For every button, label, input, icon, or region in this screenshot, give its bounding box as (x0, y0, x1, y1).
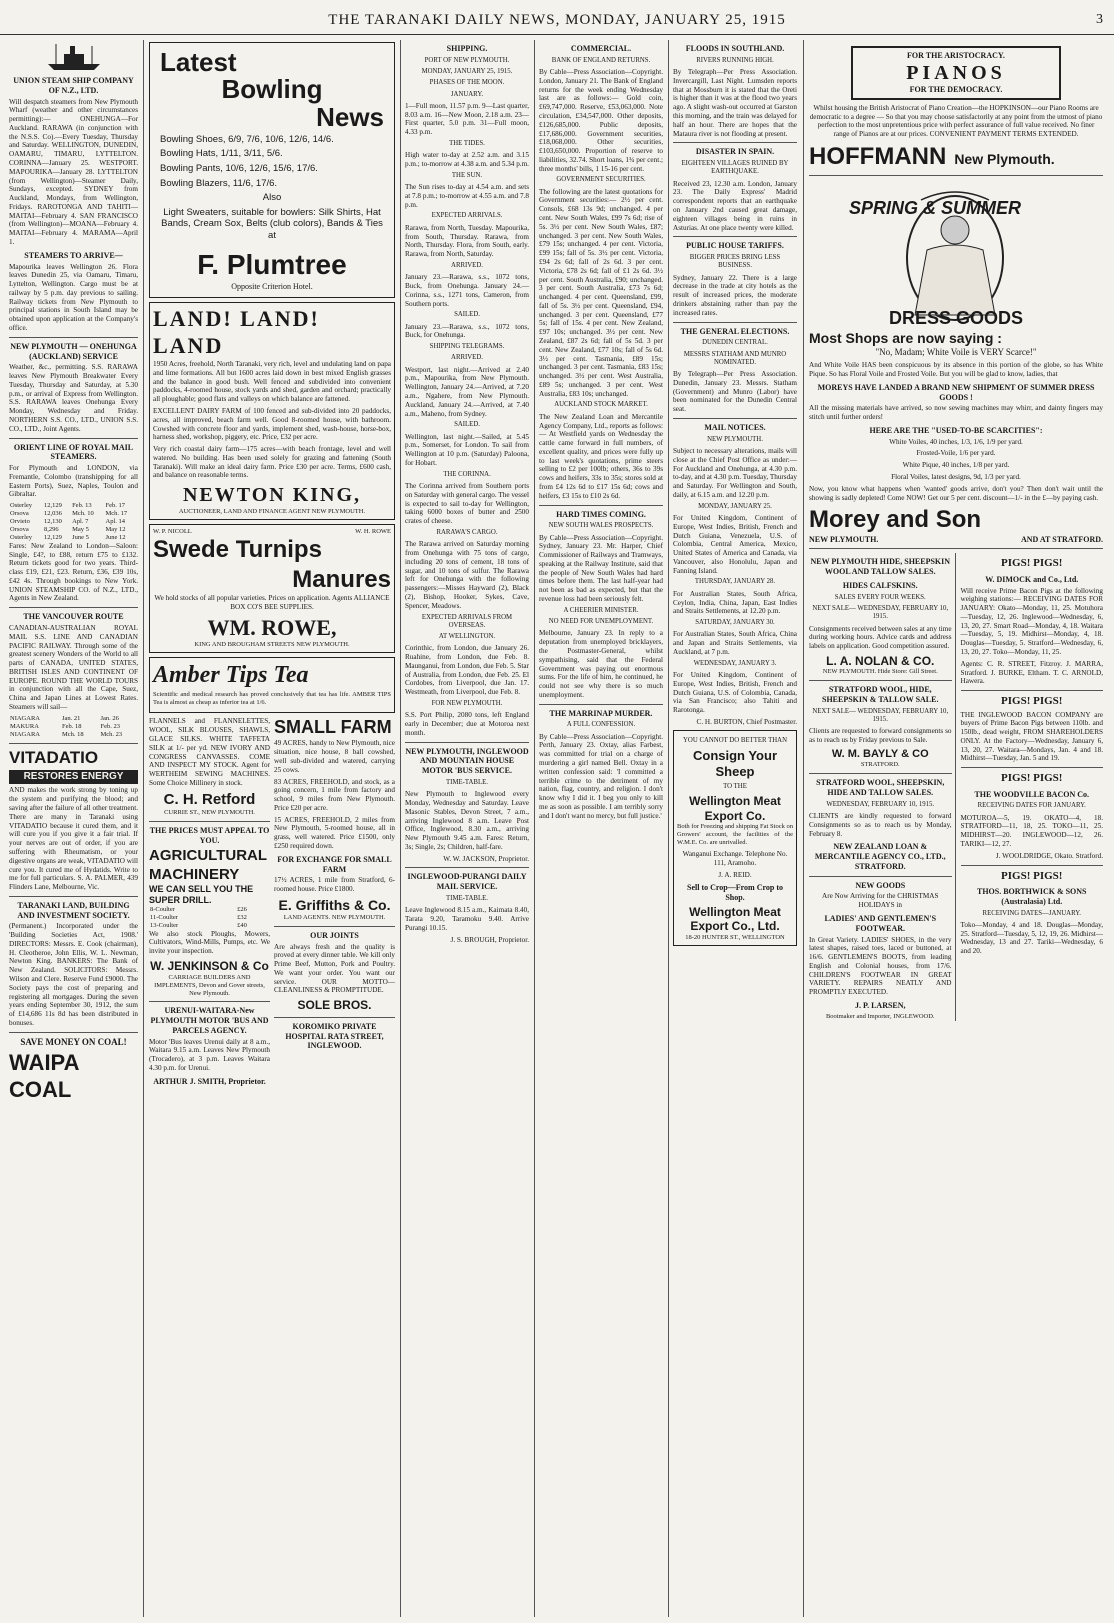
orient-fares: Fares: New Zealand to London—Saloon: Single, £4?, to £88, return £75 to £132. Return tickets good for two years. Third-class £19, £21, £23. Return, £36, £39 10s, £42 4s. Through bookings to New York. UNION STEAMSHIP CO. of N.Z., LTD., Agents in New Zealand. (9, 541, 138, 603)
tele-sailed-text: Wellington, last night.—Sailed, at 5.45 p.m., Somerset, for London. To sail from Wellington at 10 p.m. (Saturday) Paloona, for Hobart. (405, 432, 529, 467)
murder-heading: THE MARRINAP MURDER. (549, 708, 653, 718)
pianos-title: PIANOS (906, 61, 1006, 84)
pianos-top: FOR THE ARISTOCRACY. (907, 51, 1005, 60)
corinna-heading: THE CORINNA. (443, 470, 491, 478)
bank-text: By Cable—Press Association—Copyright. London, January 21. The Bank of England returns for the week ending Wednesday last are as follows:— Gold coin, £69,747,000. Reserve, £53,063,000. Note circulation, £34,547,000. Other deposits, £126,685,000. Public deposits, £17,686,000. Government securities, £18,068,000. Other securities, £103,650,000. Proportion of reserve to liabilities, 32.74. Short loans, 1¾ per cent.; three months' bills, 1 15-16 per cent. (539, 68, 663, 173)
vitadatio-title: VITADATIO (9, 747, 99, 767)
retford-address: CURRIE ST., NEW PLYMOUTH. (164, 808, 255, 816)
sheep-text: Both for Freezing and shipping Fat Stock on Growers' account, the facilities of the W.M.E. Co. are unrivalled. (677, 823, 793, 847)
joints-heading: OUR JOINTS (310, 930, 359, 940)
coal-heading: SAVE MONEY ON COAL! (20, 1036, 127, 1047)
dimock-agents: Agents: C. R. STREET, Fitzroy. J. MARRA, Stratford. J. BURKE, Eltham. T. C. ARNOLD, Hawera. (960, 659, 1103, 686)
column-rule (400, 40, 401, 1617)
vancouver-text: CANADIAN-AUSTRALIAN ROYAL MAIL S.S. LINE AND CANADIAN PACIFIC RAILWAY. Through some of the greatest scenery Wonders of the World to all parts of CANADA, UNITED STATES, BRITISH ISLES AND CONTINENT OF EUROPE. ROUND THE WORLD TOURS in conjunction with all the Cape, Suez, China and Japan Lines at Lowest Rates. Steamers will sail— (9, 623, 138, 712)
nsw-heading: NEW SOUTH WALES PROSPECTS. (548, 522, 654, 530)
exchange-text: 17½ ACRES, 1 mile from Stratford, 6-roomed house. Price £1800. (274, 876, 395, 894)
rowe-address: KING AND BROUGHAM STREETS NEW PLYMOUTH. (194, 641, 350, 649)
orient-heading: ORIENT LINE OF ROYAL MAIL STEAMERS. (13, 442, 134, 462)
hard-times-heading: HARD TIMES COMING. (556, 509, 646, 519)
prices-appeal: THE PRICES MUST APPEAL TO YOU. (149, 825, 270, 845)
most-shops-heading: Most Shops are now saying : (809, 330, 1002, 347)
overseas-heading: EXPECTED ARRIVALS FROM OVERSEAS. (421, 613, 513, 629)
land-text: 1950 Acres, freehold, North Taranaki, very rich, level and undulating land on papa and lime formations. All but 1600 acres laid down in best mixed English grasses and the balance in good bush. Well fenced and subdivided into convenient paddocks, 4-roomed house, stock yards and shed, garden and orchard; practically all ploughable; good flats and valleys on which balance are fattened. (153, 360, 391, 404)
sun-text: The Sun rises to-day at 4.54 a.m. and sets at 7.8 p.m.; to-morrow at 4.55 a.m. and 7.8 p.m. (405, 183, 529, 209)
stock-heading: AUCKLAND STOCK MARKET. (554, 401, 648, 409)
wanganui-text: Wanganui Exchange. Telephone No. 111, Aramoho. (682, 849, 788, 867)
moon-text: 1—Full moon, 11.57 p.m. 9—Last quarter, 8.03 a.m. 16—New Moon, 2.18 a.m. 23—First quarter, 5.0 p.m. 31—Full moon, 4.33 p.m. (405, 101, 529, 137)
spain-subheading: EIGHTEEN VILLAGES RUINED BY EARTHQUAKE. (681, 160, 789, 176)
commercial-heading: COMMERCIAL. (570, 44, 632, 53)
bowling-item: Bowling Shoes, 6/9, 7/6, 10/6, 12/6, 14/6. (160, 133, 334, 145)
govt-text: The following are the latest quotations for Government securities:— 2½ per cent. Consols, £68 13s 9d; unchanged. 4 per cent. New South Wales, £99 7s 6d; rise of 5s. 3½ per cent. New South Wales, £87; unchanged. 3 per cent. New South Wales, £79 15s; unchanged. 4 per cent. Victoria, £99 15s; fall of 5s. 3½ per cent. Victoria, £94 2s 6d; fall of 2s 6d. 3 per cent. Victoria, £78 2s 6d; fall of £1 2s 6d. 3½ per cent. South Australia, £90; unchanged. 3 per cent. South Australia, £73 7s 6d; unchanged. 4 per cent. Queensland, £99, fall of 5s. 3½ per cent. Queensland, £94, unchanged. 3 per cent. Queensland, £77 5s; fall of 15s. 4 per cent. New Zealand, £97 10s; unchanged. 3½ per cent. New Zealand, £87 2s 6d; fall of 5s 5d. 3 per cent. New Zealand, £77 10s; fall of 5s 6d. 3½ per cent. Tasmania, £89 15s; unchanged. 3 per cent. Tasmania, £83 15s; unchanged. 3½ per cent. West Australia, £89 5s; unchanged. 3 per cent. West Australia, £83 10s; unchanged. (539, 187, 663, 398)
stock-text: The New Zealand Loan and Mercantile Agency Company, Ltd., reports as follows:— At Westfield yards on Wednesday the cattle came forward in full numbers, of excellent quality, and prices were fully up to last week's quotations, prime steers selling to £2 per 100lb; others, 36s to 39s cows and heifers, 33s to 35s; stores sold at from £4 12s 6d to £17 15s 6d; cows and heifers, £3 15s to £10 2s 6d. (539, 412, 663, 500)
land-text: Very rich coastal dairy farm—175 acres—with beach frontage, level and well watered. No building. Has been used solely for grazing and fattening (South Taranaki). Will make an ideal dairy farm. Price £30 per acre. Terms, £600 cash, and balance on reasonable terms. (153, 445, 391, 480)
telegrams-heading: SHIPPING TELEGRAMS. (429, 343, 505, 351)
taranaki-heading: TARANAKI LAND, BUILDING AND INVESTMENT SOCIETY. (17, 900, 130, 920)
griffiths-address: LAND AGENTS. NEW PLYMOUTH. (283, 913, 386, 921)
newton-address: AUCTIONEER, LAND AND FINANCE AGENT NEW PLYMOUTH. (178, 507, 366, 515)
scarce-item: White Voiles, 40 inches, 1/3, 1/6, 1/9 per yard. (889, 437, 1023, 446)
scarce-item: White Pique, 40 inches, 1/8 per yard. (902, 461, 1010, 470)
tides-text: High water to-day at 2.52 a.m. and 3.15 p.m.; to-morrow at 4.38 a.m. and 5.34 p.m. (405, 151, 529, 169)
onehunga-heading: NEW PLYMOUTH — ONEHUNGA (AUCKLAND) SERVICE (10, 341, 137, 361)
hide-heading: NEW PLYMOUTH HIDE, SHEEPSKIN WOOL AND TALLOW SALES. (810, 557, 951, 577)
woodville-name: THE WOODVILLE BACON Co. (974, 789, 1090, 799)
table-row: 8-Coulter £26 (150, 905, 247, 913)
bowling-title-3: News (316, 101, 384, 132)
inglewood-bus-text: New Plymouth to Inglewood every Monday, Wednesday and Saturday. Leave Masonic Stables, Devon Street, 7 a.m., arriving Inglewood 8 a.m. Leave Post Office, Inglewood, 8.30 a.m., arriving New Plymouth 9.45 a.m. Fares: Return, 3s; Single, 2s; Children, half-fare. (405, 790, 529, 851)
arrived-heading: ARRIVED. (451, 261, 483, 269)
moon-month: JANUARY. (450, 90, 484, 98)
scarcities-heading: HERE ARE THE "USED-TO-BE SCARCITIES": (869, 425, 1043, 435)
manures-title: Manures (292, 565, 391, 593)
floods-heading: FLOODS IN SOUTHLAND. (685, 44, 785, 53)
bowling-title-2: Bowling (221, 74, 323, 105)
pianos-bottom: FOR THE DEMOCRACY. (909, 85, 1003, 95)
scarce-text: Now, you know what happens when 'wanted' goods arrive, don't you? Then don't wait until the showing is sadly depleted! Come NOW! Get our 5 per cent. discount—1/- in the £—by paying cash. (809, 484, 1103, 502)
taranaki-text: (Permanent.) Incorporated under the 'Building Societies Act, 1908.' DIRECTORS: Messrs. E. Cook (chairman), H. Cleotheroe, John Ellis, W. L. Newman, Newton King. BANKERS: The Bank of New Zealand. SOLICITORS: Messrs. Wilson and Clere. Reserve Fund £9000. The Society pays the cost of preparing and registering all mortgages. During the seven years ending September 30, 1912, the sum of £14,686 11s 8d has been distributed in bonuses. (9, 922, 138, 1027)
inglewood-bacon-text: THE INGLEWOOD BACON COMPANY are buyers of Prime Bacon Pigs between 110lb. and 150lb., dead weight, FROM SHAREHOLDERS ONLY. At the Factory—Wednesday, January 6, 13, 20, 27. Waitara—Mondays, Jan. 4 and 18. Midhirst—Tuesday, Jan. 5 and 19. (960, 710, 1103, 763)
hoffmann-town: New Plymouth. (954, 151, 1055, 168)
wednesday-heading: WEDNESDAY, JANUARY 3. (693, 659, 777, 667)
brough-name: J. S. BROUGH, Proprietor. (450, 935, 529, 944)
bowling-item: Bowling Pants, 10/6, 12/6, 15/6, 17/6. (160, 163, 318, 175)
monday-heading: MONDAY, JANUARY 25. (698, 502, 772, 510)
borthwick-name: THOS. BORTHWICK & SONS (Australasia) Ltd. (976, 887, 1087, 906)
burton-name: C. H. BURTON, Chief Postmaster. (696, 717, 797, 726)
table-row: Orvieto 12,130 Apl. 7 Apl. 14 (10, 518, 126, 525)
pianos-box (851, 46, 1061, 100)
sheep-to: TO THE (723, 782, 747, 790)
tariff-text: Sydney, January 22. There is a large decrease in the trade at city hotels as the result of increased prices, the moderate drinkers abstaining rather than pay the increased rates. (673, 273, 797, 317)
shipping-heading: SHIPPING. (446, 44, 488, 53)
fornp-text: S.S. Port Philip, 2080 tons, left England early in December; due at Motoroa next month. (405, 711, 529, 737)
rarawa-heading: RARAWA'S CARGO. (436, 528, 498, 536)
flannels-text: FLANNELS and FLANNELETTES, WOOL, SILK BLOUSES, SHAWLS, GLACE SILKS. WHITE TAFFETA SILK at 1/- per yd. NEW IVORY AND CONGRESS CANVASSES. COME AND INSPECT MY STOCK. Agent for WERTHEIM SEWING MACHINES. Some Choice Millinery in stock. (149, 717, 270, 787)
orient-text: For Plymouth and LONDON, via Fremantle, Colombo (transhipping for all Eastern Ports), Suez, Naples, Toulon and Gibraltar. (9, 464, 138, 499)
bowling-item: Bowling Blazers, 11/6, 17/6. (160, 177, 278, 189)
agri-title: AGRICULTURAL MACHINERY (149, 847, 267, 883)
farm-item: 83 ACRES, FREEHOLD, and stock, as a going concern, 1 mile from factory and school, 9 miles from New Plymouth. Price £20 per acre. (274, 777, 395, 812)
sheep-company: Wellington Meat Export Co. (689, 793, 781, 823)
retford-name: C. H. Retford (163, 790, 256, 808)
nsw-text: By Cable—Press Association—Copyright. Sydney, January 23. Mr. Harper, Chief Commissioner of Railways and Tramways, speaking at the Railway Institute, said that the people of New South Wales had hard times before them. The last half-year had not been as bad as expected, but that the revenue loss had been seriously felt. (539, 533, 663, 604)
goods-heading: NEW GOODS (855, 880, 906, 890)
amber-tips-text: Scientific and medical research has proved conclusively that tea has life. AMBER TIPS Tea is almost as cheap as inferior tea at 1/6. (153, 690, 391, 706)
tides-heading: THE TIDES. (449, 140, 485, 147)
column-rule (143, 40, 144, 1617)
dunedin-text: By Telegraph—Per Press Association. Dunedin, January 23. Messrs. Statham (Government) and Munro (Labor) have been nominated for the Dunedin Central seat. (673, 370, 797, 414)
footwear-heading: LADIES' AND GENTLEMEN'S FOOTWEAR. (824, 914, 937, 933)
mail-subheading: NEW PLYMOUTH. (707, 435, 763, 443)
masthead-title: THE TARANAKI DAILY NEWS, MONDAY, JANUARY 25, 1915 (328, 12, 786, 28)
table-row: Orsova 8,296 May 5 May 12 (10, 525, 126, 533)
masthead (0, 12, 1114, 35)
minister-subheading: NO NEED FOR UNEMPLOYMENT. (548, 618, 654, 626)
rowe-name: W. H. ROWE (355, 527, 391, 535)
floods-subheading: RIVERS RUNNING HIGH. (696, 56, 774, 64)
govt-heading: GOVERNMENT SECURITIES. (556, 176, 646, 184)
hide-subheading: SALES EVERY FOUR WEEKS. (834, 593, 926, 601)
sheep-top: YOU CANNOT DO BETTER THAN (683, 736, 787, 744)
elections-heading: THE GENERAL ELECTIONS. (680, 326, 790, 336)
tele-arrived-heading: ARRIVED. (451, 354, 483, 362)
saturday-text: For Australian States, South Africa, China and Japan and Straits Settlements, via Auckland, at 7 p.m. (673, 630, 797, 656)
table-row: 13-Coulter £40 (150, 921, 247, 929)
purangi-text: Leave Inglewood 8.15 a.m., Kaimata 8.40, Tarata 9.20, Taramoku 9.40. Arrive Purangi 10.15. (405, 906, 529, 932)
stratford-text: Clients are requested to forward consignments so as to reach us by Friday previous to Sale. (809, 727, 952, 745)
small-farm-title: SMALL FARM (274, 717, 392, 738)
tariff-subheading: BIGGER PRICES BRING LESS BUSINESS. (689, 254, 781, 270)
column-news (670, 40, 800, 1617)
union-text: Will despatch steamers from New Plymouth Wharf (weather and other circumstances permitting):— ONEHUNGA—For Auckland. RARAWA (in conjunction with the N.S.S. Co).—Every Tuesday, Thursday and Saturday. WELLINGTON, DUNEDIN, OAMARU, TIMARU, LYTTELTON. CORINNA—January 25. WESTPORT. MAPOURIKA—January 28. LYTTELTON (from Wellington)—Steamer Daily, Sundays, excepted. SYDNEY from Auckland, Mondays, from Wellington, Fridays. RAROTONGA AND TAHITI—MAITAI—February 4. SAN FRANCISCO (from Wellington)—MOANA—February 4. MAITAI—February 4. MARAMA—April 1. (9, 97, 138, 246)
moreys-text: All the missing materials have arrived, so now sewing machines may whirr, and dainty fingers may stitch until further orders! (809, 404, 1103, 422)
pigs-heading: PIGS! PIGS! (1001, 869, 1063, 882)
column-commercial (536, 40, 666, 1617)
borthwick-text: Toko—Monday, 4 and 18. Douglas—Monday, 25. Stratford—Tuesday, 5, 12, 19, 26. Midhirst—Wednesday, 13 and 27. Tariki—Wednesday, 6 and 20. (960, 920, 1103, 956)
agri-text: We also stock Ploughs, Mowers, Cultivators, Wind-Mills, Pumps, etc. We invite your inspection. (149, 929, 270, 956)
meat-export-ad (673, 730, 797, 946)
stratford-next-sale: NEXT SALE— WEDNESDAY, FEBRUARY 10, 1915. (812, 707, 949, 724)
minister-heading: A CHEERIER MINISTER. (563, 606, 639, 614)
nolan-address: NEW PLYMOUTH. Hide Store: Gill Street. (822, 668, 938, 676)
swede-title: Swede Turnips (153, 536, 322, 564)
morey-title: Morey and Son (809, 506, 982, 534)
table-row: Orsova 12,036 Mch. 10 Mch. 17 (10, 510, 128, 518)
joints-text: Are always fresh and the quality is proved at every dinner table. We kill only Prime Beef, Mutton, Pork and Poultry. We want your order. You want our service. OUR MOTTO—CLEANLINESS & PROMPTITUDE. (274, 942, 395, 995)
jenkinson-address: CARRIAGE BUILDERS AND IMPLEMENTS, Devon and Gover streets, New Plymouth. (154, 973, 265, 997)
pigs-heading: PIGS! PIGS! (1001, 695, 1063, 708)
union-heading: UNION STEAM SHIP COMPANY OF N.Z., LTD. (13, 76, 134, 95)
hide-next-sale: NEXT SALE— WEDNESDAY, FEBRUARY 10, 1915. (812, 604, 949, 621)
saturday-heading: SATURDAY, JANUARY 30. (695, 619, 775, 627)
minister-text: Melbourne, January 23. In reply to a deputation from unemployed bricklayers, the Postmaster-General, whilst sympathising, said that the Federal Government was paying out enormous sums. For the life of him, he continued, he could not see why there is so much unemployment. (539, 629, 663, 699)
onehunga-text: Weather, &c., permitting. S.S. RARAWA leaves New Plymouth Breakwater Every Tuesday, Thursday and Saturday, at 5.30 p.m., or arrival of Express from Wellington. S.S. RARAWA leaves Onehunga Every Monday, Wednesday and Friday. NORTHERN S.S. CO., LTD., UNION S.S. CO., LTD., Joint Agents. (9, 363, 138, 433)
vancouver-schedule (9, 715, 138, 739)
woodville-subheading: RECEIVING DATES FOR JANUARY. (977, 802, 1086, 810)
farm-item: 49 ACRES, handy to New Plymouth, nice situation, nice house, 8 ball cowshed, well sub-divided and watered, carrying 25 cows. (274, 739, 395, 774)
corinna-text: The Corinna arrived from Southern ports on Saturday with general cargo. The vessel is expected to sail to-day for Wellington, taking 6000 boxes of butter and 2500 crates of cheese. (405, 482, 529, 526)
murder-subheading: A FULL CONFESSION. (566, 721, 636, 729)
sheep-title: Consign Your Sheep (692, 747, 778, 779)
timetable-heading: TIME-TABLE. (446, 778, 488, 786)
meat-address: 18-20 HUNTER ST., WELLINGTON (685, 934, 785, 942)
hide-text: Consignments received between sales at any time during working hours. Advice cards and address labels on application. Good competition assured. (809, 624, 952, 651)
dunedin-subheading: MESSRS STATHAM AND MUNRO NOMINATED. (683, 350, 787, 366)
thursday-heading: THURSDAY, JANUARY 28. (694, 578, 776, 586)
reid-name: J. A. REID. (718, 870, 752, 879)
column-advertisements (146, 40, 398, 1617)
sailed-heading: SAILED. (454, 311, 480, 319)
moreys-text: And White Voile HAS been conspicuous by its absence in this portion of the globe, so has White Pique. So has Floral Voile and Frosted Voile. But you will be glad to know, ladies, that (809, 361, 1103, 379)
footwear-text: In Great Variety. LADIES' SHOES, in the very latest shapes, raised toes, laced or buttoned, at 16/6. GENTLEMEN'S BOOTS, from leading English and Colonial houses, from 17/6. CHILDREN'S FOOTWEAR IN GREAT VARIETY. REPAIRS NEATLY AND PROMPTLY EXECUTED. (809, 935, 952, 997)
wm-rowe: WM. ROWE, (207, 614, 337, 640)
wellington-subheading: AT WELLINGTON. (438, 633, 496, 641)
spain-text: Received 23, 12.30 a.m. London, January 23. The Daily Express' Madrid correspondent reports that an earthquake on January 2nd caused great damage, eighteen villages being in ruins in Asturias. At one place twenty were killed. (673, 179, 797, 232)
vancouver-heading: THE VANCOUVER ROUTE (23, 612, 124, 622)
voile-quote: "No, Madam; White Voile is VERY Scarce!" (875, 347, 1037, 358)
bowling-ad (149, 42, 395, 298)
amber-tips-title: Amber Tips Tea (153, 662, 309, 689)
plumtree-name: F. Plumtree (197, 248, 347, 280)
dimock-text: Will receive Prime Bacon Pigs at the following weighing stations:— RECEIVING DATES FOR JANUARY: Okato—Monday, 11, 25. Motuhora—Tuesday, 12, 26. Inglewood—Wednesday, 6, 13, 20, 27. Smart Road—Monday, 4, 18. Waitara—Tuesday, 5, 19. Midhirst—Monday, 4, 18. Douglas—Tuesday, 5. Stratford—Wednesday, 6, 13, 20, 27. Toko—Monday, 11, 25. (960, 586, 1103, 657)
bowling-light: Light Sweaters, suitable for bowlers: Silk Shirts, Hat Bands, Cream Sox, Belts (club colors), Bands & Ties at (161, 206, 383, 241)
wooldridge-name: J. WOOLDRIDGE, Okato. Stratford. (995, 851, 1103, 860)
waipa-coal-title: WAIPA COAL (9, 1049, 79, 1102)
table-row: NIAGARA Jan. 21 Jan. 26 (10, 714, 119, 722)
steamers-text: Mapourika leaves Wellington 26. Flora leaves Dunedin 25, via Oamaru, Timaru, Lyttelton, Wellington. Cargo must be at railway by 5 p.m. day previous to sailing. Railway tickets from New Plymouth to principal stations in South Island may be obtained upon application at the Company's office. (9, 262, 138, 332)
spain-heading: DISASTER IN SPAIN. (695, 147, 775, 157)
bayly-name: W. M. BAYLY & CO (831, 748, 929, 761)
spring-summer-title: SPRING & SUMMER (849, 198, 1022, 219)
vitadatio-text: AND makes the work strong by toning up the system and purifying the blood; and saving after the failure of all other treatment. There are many in Taranaki using VITADATIO because it cured them, and it will cure you if you give it a fair trial. If your nerves are out of order, if you are suffering with Rheumatism, or your digestive organs are weak, VITADATIO will cure you. It cured me of Hydatids. Write to me for full particulars. S. A. PALMER, 439 Flinders Lane, Melbourne, Vic. (9, 786, 138, 892)
woodville-text: MOTUROA—5, 19. OKATO—4, 18. STRATFORD—11, 18, 25. TOKO—11, 25. MIDHIRST—20. INGLEWOOD—12, 26. TARIKI—12, 27. (960, 813, 1103, 849)
stratford2-date: WEDNESDAY, FEBRUARY 10, 1915. (826, 800, 935, 808)
murder-text: By Cable—Press Association—Copyright. Perth, January 23. Oxtay, alias Farbest, was committed for trial on a charge of murdering a girl named Bell. Oxtay in a written confession said: 'I committed a terrible crime to the detriment of my nation, flag, country, and religion. I don't know why I did it. I beg you only to kill me as soon as possible. I am terribly sorry and I don't want no mercy, but full justice.' (539, 732, 663, 820)
tele-arrived-text: Westport, last night.—Arrived at 2.40 p.m., Mapourika, from New Plymouth. Wellington, January 24.—Arrived, at 7.20 a.m., Ngahere, from New Plymouth. Auckland, January 24.—Arrived, at 7.40 a.m., Maheno, from Sydney. (405, 365, 529, 418)
mail-heading: MAIL NOTICES. (704, 423, 766, 432)
jackson-name: W. W. JACKSON, Proprietor. (443, 854, 529, 863)
crop-heading: Sell to Crop—From Crop to Shop. (687, 883, 783, 903)
table-row: 11-Coulter £32 (150, 913, 247, 921)
scarce-item: Floral Voiles, latest designs, 9d, 1/3 per yard. (891, 473, 1021, 482)
borthwick-subheading: RECEIVING DATES—JANUARY. (982, 909, 1081, 917)
goods-text: Are Now Arriving for the CHRISTMAS HOLIDAYS in (822, 892, 939, 910)
smith-name: ARTHUR J. SMITH, Proprietor. (153, 1076, 266, 1086)
timetable-heading: TIME-TABLE. (446, 894, 488, 902)
expected-heading: EXPECTED ARRIVALS. (431, 212, 503, 220)
dunedin-heading: DUNEDIN CENTRAL. (702, 339, 768, 347)
larsen-address: Bootmaker and Importer, INGLEWOOD. (825, 1012, 935, 1020)
sole-bros: SOLE BROS. (297, 998, 372, 1013)
table-row: Osterley 12,129 Feb. 13 Feb. 17 (10, 502, 126, 510)
table-row: Osterley 12,129 June 5 June 12 (10, 533, 126, 541)
mail-text: Subject to necessary alterations, mails will close at the Chief Post Office as under:— For Auckland and Onehunga, at 4.30 p.m. to-day, and at 4.30 p.m. Tuesday, Thursday and Saturday. For Wellington and South, daily, at 6.15 a.m. and 12.20 p.m. (673, 447, 797, 499)
tele-sailed-heading: SAILED. (454, 421, 480, 429)
drill-prices (149, 906, 270, 930)
fornp-heading: FOR NEW PLYMOUTH. (431, 700, 503, 708)
column-rule (668, 40, 669, 1617)
plumtree-address: Opposite Criterion Hotel. (231, 281, 313, 291)
thursday-text: For Australian States, South Africa, Ceylon, India, China, Japan, East Indies and Straits Settlements, at 12.20 p.m. (673, 589, 797, 616)
bayly-town: STRATFORD. (860, 761, 900, 769)
hide-title: HIDES CALFSKINS. (842, 580, 918, 590)
floods-text: By Telegraph—Per Press Association. Invercargill, Last Night. Lumsden reports that at Mossburn it is stated that the Oreti is higher than it was at the flood two years ago. A slight wash-out occurred at Garston this morning, and the train was delayed for half an hour. There are hopes that the Mataura river is not flooding at present. (673, 68, 797, 138)
sailed-text: January 23.—Rarawa, s.s., 1072 tons, Buck, for Onehunga. (405, 322, 529, 340)
rarawa-text: The Rarawa arrived on Saturday morning from Onehunga with 75 tons of cargo, including 20 tons of cement, 18 tons of sugar, and 10 tons of sulfur. The Rarawa left for Onehunga with the following passengers:—Misses Hayward (2), Black (2), Bishop, Hooker, Sykes, Cave, Spencer, Meadows. (405, 540, 529, 610)
tariff-heading: PUBLIC HOUSE TARIFFS. (686, 241, 784, 251)
nzloan-name: NEW ZEALAND LOAN & MERCANTILE AGENCY CO., LTD., STRATFORD. (814, 842, 946, 871)
expected-text: Rarawa, from North, Tuesday. Mapourika, from South, Thursday. Rarawa, from North, Thursday. Flora, from South, early. Rarawa, from North, Saturday. (405, 223, 529, 259)
urenui-heading: URENUI-WAITARA-New PLYMOUTH MOTOR 'BUS AND PARCELS AGENCY. (150, 1006, 269, 1035)
land-title: LAND! LAND! LAND (153, 306, 320, 359)
jenkinson-name: W. JENKINSON & Co (150, 959, 269, 974)
scarce-item: Frosted-Voile, 1/6 per yard. (916, 449, 996, 458)
monday-text: For United Kingdom, Continent of Europe, West Indies, British, French and Dutch Guiana, Venezuela, U.S. of Colombia, Central America, Mexico, United States of America and Canada, via Vancouver, also Honolulu, Japan and Fanning Island. (673, 514, 797, 575)
koromiko-heading: KOROMIKO PRIVATE HOSPITAL RATA STREET, INGLEWOOD. (285, 1021, 384, 1051)
steamers-heading: STEAMERS TO ARRIVE— (24, 250, 123, 260)
urenui-text: Motor 'Bus leaves Urenui daily at 8 a.m., Waitara 9.15 a.m. Leaves New Plymouth (Trocadero), at 3 p.m. Leaves Waitara 4.30 p.m. for Urenui. (149, 1037, 270, 1073)
dress-goods-title: DRESS GOODS (889, 308, 1024, 329)
hoffmann-title: HOFFMANN (809, 143, 947, 171)
stratford2-text: CLIENTS are kindly requested to forward Consignments so as to reach us by Monday, February 8. (809, 812, 952, 838)
moreys-landed: MOREYS HAVE LANDED A BRAND NEW SHIPMENT OF SUMMER DRESS GOODS ! (817, 382, 1095, 402)
nolan-name: L. A. NOLAN & CO. (826, 653, 935, 668)
dimock-name: W. DIMOCK and Co., Ltd. (985, 574, 1079, 584)
land-ad (149, 302, 395, 519)
larsen-name: J. P. LARSEN, (854, 1001, 906, 1010)
overseas-text: Corinthic, from London, due January 26. Ruahine, from London, due Feb. 8. Maunganui, from London, due Feb. 5. Star of Australia, from London, due Feb. 25. El Cordobes, from Liverpool, due Jan. 17. Westmeath, from Liverpool, due Feb. 8. (405, 644, 529, 697)
stratford2-heading: STRATFORD WOOL, SHEEPSKIN, HIDE AND TALLOW SALES. (816, 778, 945, 798)
pianos-text: Whilst housing the British Aristocrat of Piano Creation—the HOPKINSON—our Piano Rooms are democratic to a degree — So that you may choose satisfactorily at any point from the utmost of piano perfection to the most unpretentious price with perfect assurance of full value received. No finer range of Pianos are at our prices. CONVENIENT PAYMENT TERMS EXTENDED. (809, 103, 1103, 139)
swede-ad (149, 524, 395, 654)
land-text: EXCELLENT DAIRY FARM of 100 fenced and sub-divided into 20 paddocks, acres, all improved, beach farm well. Good 8-roomed house, with bathroom. Cowshed with concrete floor and yards, implement shed, wash-house, horse-box, harness shed, workshop, piggery, etc. Price, £32 per acre. (153, 406, 391, 442)
farm-item: 15 ACRES, FREEHOLD, 2 miles from New Plymouth, 5-roomed house, all in grass, well watered. Price £1500, only £250 required down. (274, 815, 395, 850)
column-shipping-ads (6, 40, 141, 1617)
column-rule (534, 40, 535, 1617)
stratford-heading: STRATFORD WOOL, HIDE, SHEEPSKIN & TALLOW SALE. (822, 685, 939, 705)
page-number: 3 (1096, 12, 1104, 27)
table-row: MAKURA Feb. 18 Feb. 23 (10, 722, 120, 730)
morey-left: NEW PLYMOUTH. (809, 534, 879, 544)
table-row: NIAGARA Mch. 18 Mch. 23 (10, 730, 123, 738)
steamship-icon (44, 42, 104, 72)
nicoll-name: W. P. NICOLL (153, 527, 192, 535)
pigs-heading: PIGS! PIGS! (1001, 557, 1063, 570)
arrived-text: January 23.—Rarawa, s.s., 1072 tons, Buck, from Onehunga. January 24.—Corinna, s.s., 1271 tons, Cameron, from Southern ports. (405, 273, 529, 308)
newton-king: NEWTON KING, (182, 484, 362, 507)
inglewood-bus-heading: NEW PLYMOUTH, INGLEWOOD AND MOUNTAIN HOUSE MOTOR 'BUS SERVICE. (405, 746, 529, 776)
agri-subtitle: WE CAN SELL YOU THE SUPER DRILL. (149, 883, 254, 905)
bowling-item: Bowling Hats, 1/11, 3/11, 5/6. (160, 148, 283, 160)
column-rule (803, 40, 804, 1617)
swede-text: We hold stocks of all popular varieties. Prices on application. Agents ALLIANCE BOX CO'S BEE SUPPLIES. (154, 594, 390, 611)
bowling-title-1: Latest (160, 47, 237, 77)
griffiths-name: E. Griffiths & Co. (278, 896, 391, 913)
column-retail-ads (806, 40, 1106, 1617)
purangi-heading: INGLEWOOD-PURANGI DAILY MAIL SERVICE. (407, 872, 527, 892)
amber-tips-ad (149, 657, 395, 713)
port-heading: PORT OF NEW PLYMOUTH. (424, 56, 510, 64)
morey-right: AND AT STRATFORD. (1020, 534, 1103, 544)
bank-heading: BANK OF ENGLAND RETURNS. (551, 56, 651, 64)
spring-summer-illustration (809, 180, 1103, 330)
wednesday-text: For United Kingdom, Continent of Europe, West Indies, British, French and Dutch Guiana, U.S. of Colombia, Canada, via San Francisco; also Tahiti and Rarotonga. (673, 671, 797, 715)
shipping-date: MONDAY, JANUARY 25, 1915. (421, 68, 513, 76)
meat-title: Wellington Meat Export Co., Ltd. (689, 904, 781, 934)
pigs-heading: PIGS! PIGS! (1001, 772, 1063, 785)
moon-heading: PHASES OF THE MOON. (429, 79, 505, 87)
orient-schedule (9, 502, 138, 542)
bowling-also: Also (262, 192, 282, 204)
exchange-heading: FOR EXCHANGE FOR SMALL FARM (277, 854, 392, 874)
column-shipping-news (402, 40, 532, 1617)
vitadatio-banner: RESTORES ENERGY (9, 770, 138, 784)
sun-heading: THE SUN. (451, 171, 483, 179)
